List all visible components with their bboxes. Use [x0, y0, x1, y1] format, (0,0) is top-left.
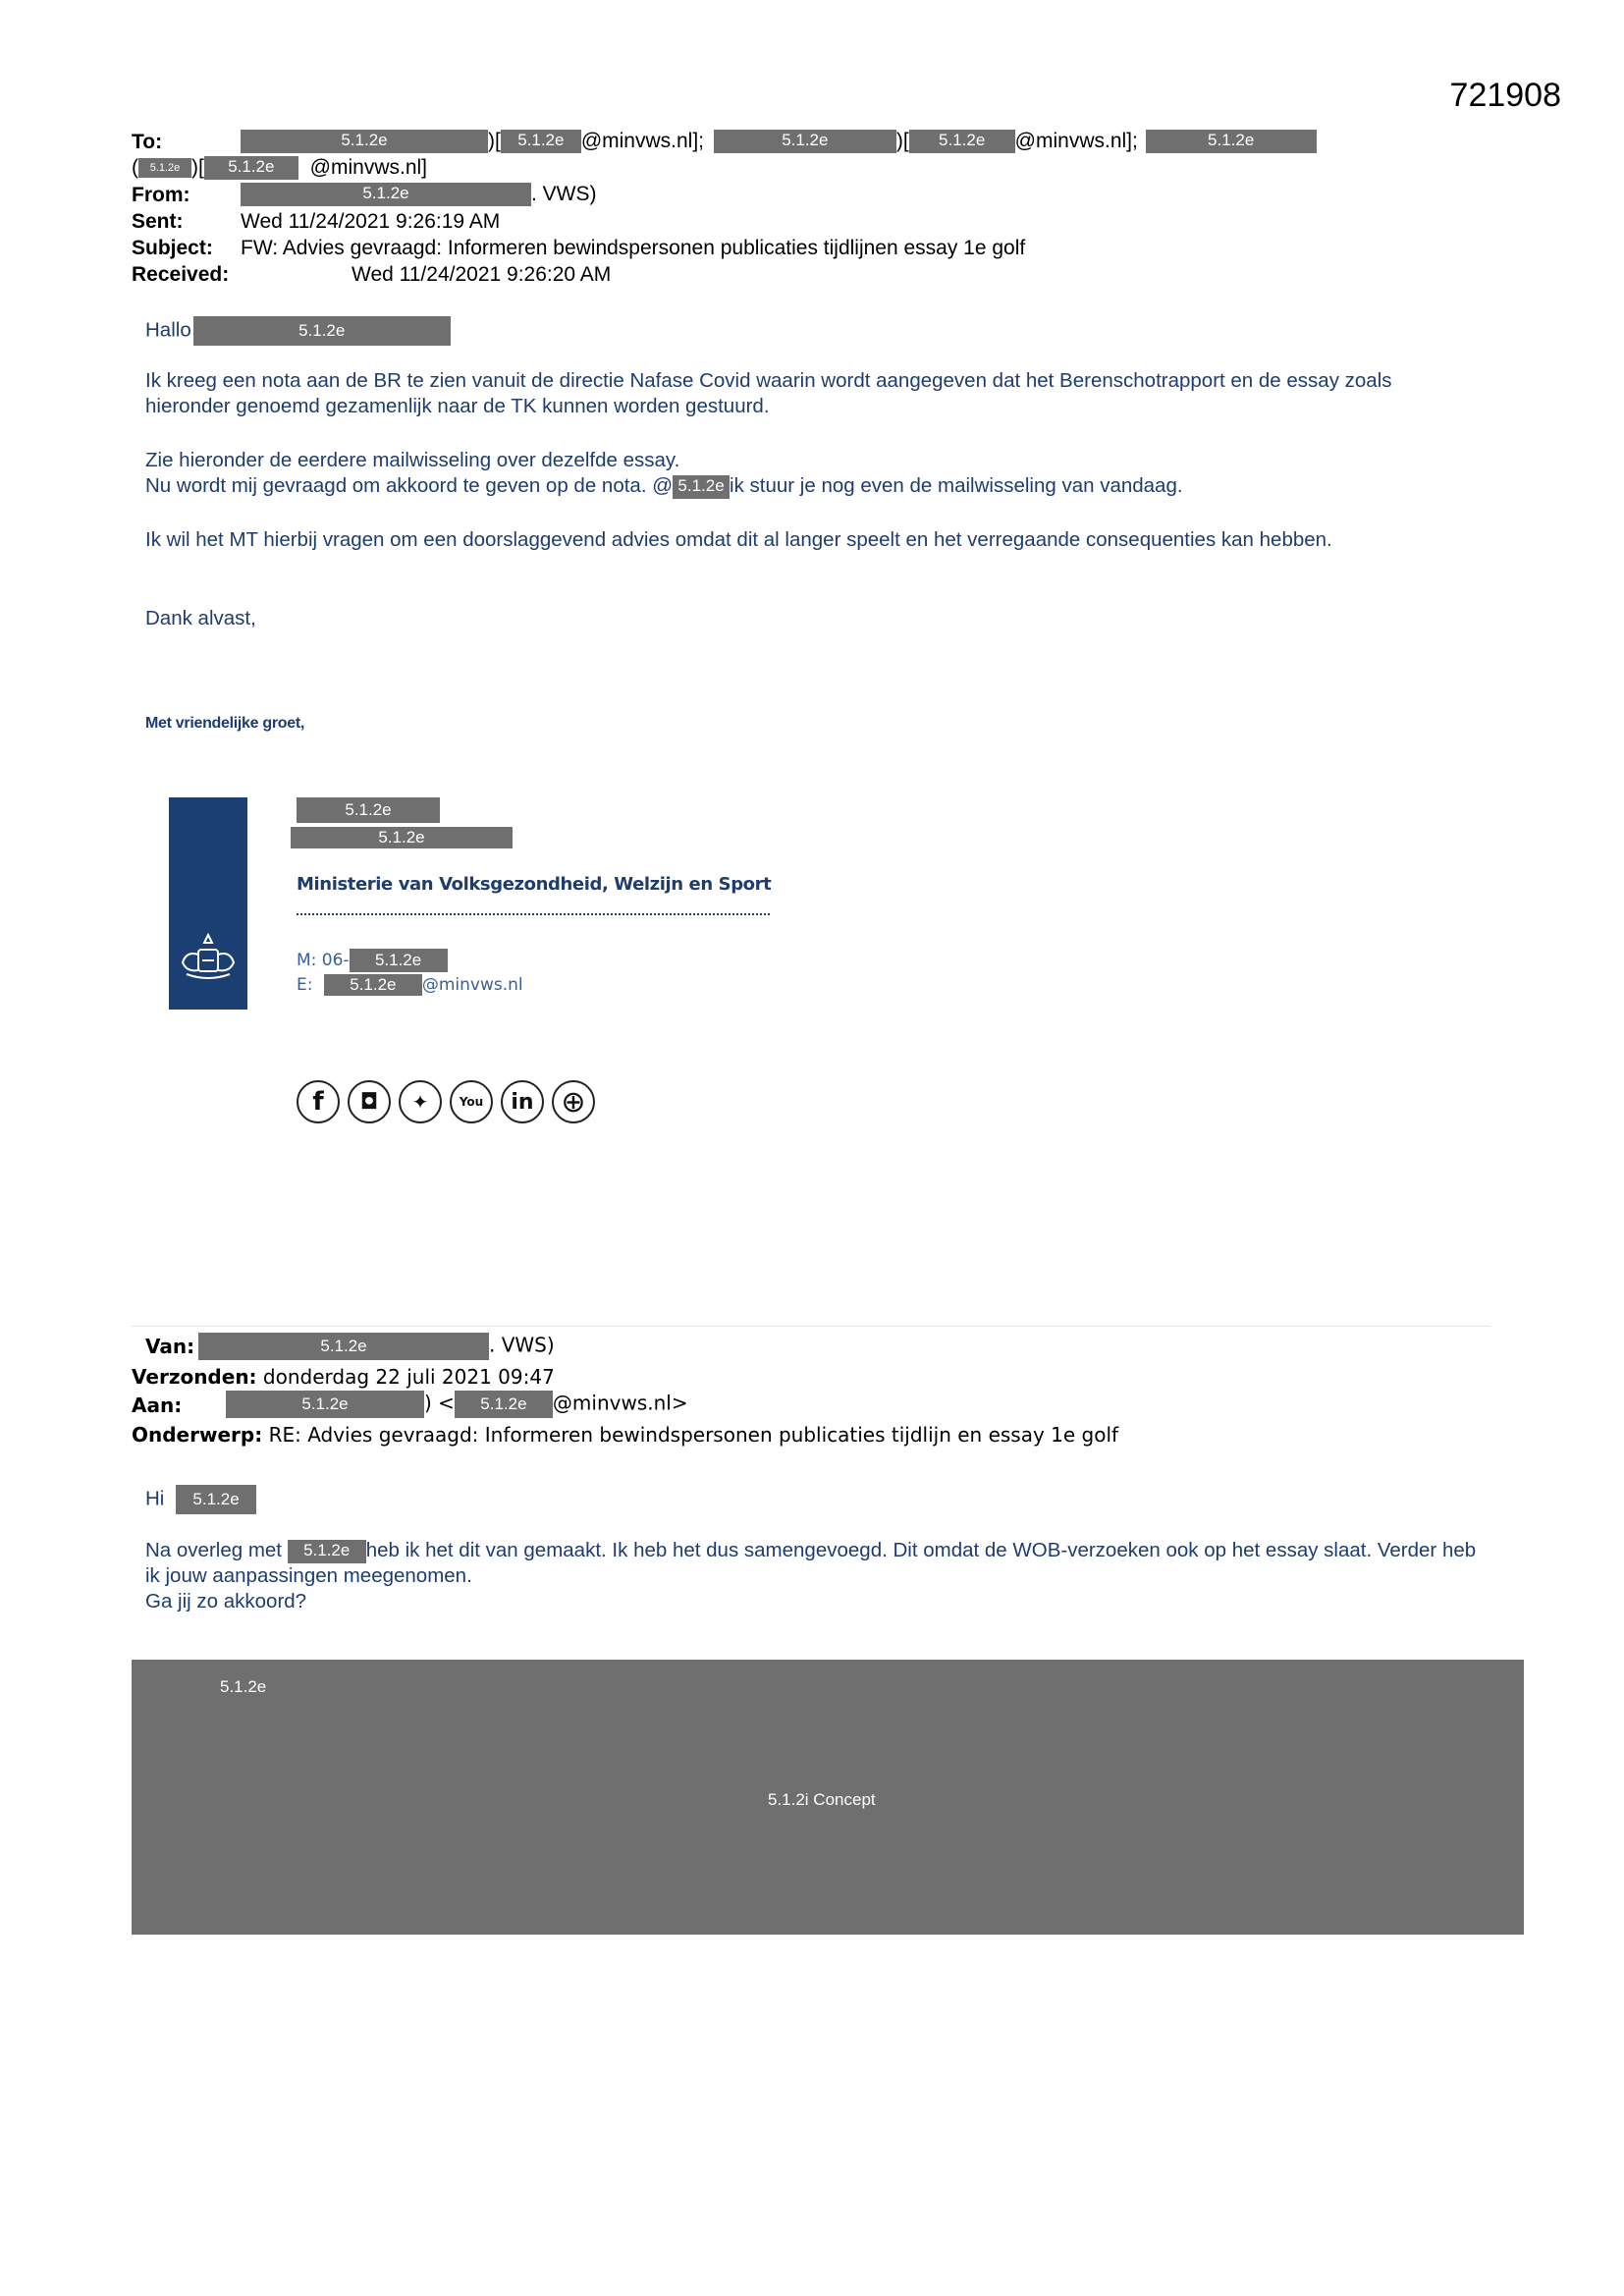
linkedin-icon[interactable]: in	[501, 1080, 544, 1123]
onderwerp-value: RE: Advies gevraagd: Informeren bewindspersonen publicaties tijdlijn en essay 1e golf	[268, 1423, 1119, 1447]
youtube-icon[interactable]: You	[450, 1080, 493, 1123]
from-line	[132, 183, 190, 208]
sent-label: Sent:	[132, 210, 184, 233]
subject-value: FW: Advies gevraagd: Informeren bewindspersonen publicaties tijdlijnen essay 1e golf	[241, 237, 1026, 259]
redaction-box: 5.1.2e	[138, 158, 191, 178]
instagram-icon[interactable]: ◘	[348, 1080, 391, 1123]
subject-label: Subject:	[132, 237, 213, 259]
paragraph-2-line2: Nu wordt mij gevraagd om akkoord te geven op de nota. @ 5.1.2e ik stuur je nog even de mailwisseling van vandaag.	[145, 474, 1183, 497]
redaction-box: 5.1.2e	[193, 316, 451, 346]
redaction-box: 5.1.2e	[714, 130, 896, 153]
redaction-box: 5.1.2e	[501, 130, 581, 153]
onderwerp-line	[132, 1423, 1118, 1447]
paragraph-3: Ik wil het MT hierbij vragen om een doorslaggevend advies omdat dit al langer speelt en het verregaande consequenties kan hebben.	[145, 528, 1332, 551]
email2-paragraph-2: Ga jij zo akkoord?	[145, 1590, 307, 1613]
verzonden-value: donderdag 22 juli 2021 09:47	[262, 1365, 555, 1389]
greeting: Hallo 5.1.2e	[145, 316, 451, 346]
received-label: Received:	[132, 263, 230, 286]
verzonden-label: Verzonden:	[132, 1365, 257, 1389]
globe-icon[interactable]: ⊕	[552, 1080, 595, 1123]
document-number: 721908	[1449, 77, 1561, 114]
ministry-name: Ministerie van Volksgezondheid, Welzijn en Sport	[297, 874, 772, 895]
redaction-box: 5.1.2e	[241, 183, 531, 206]
signature-title	[291, 827, 513, 848]
redacted-block-label: 5.1.2i Concept	[768, 1790, 876, 1809]
redaction-box: 5.1.2e	[673, 475, 730, 499]
ministry-logo-bar	[169, 797, 247, 1010]
redaction-box: 5.1.2e	[909, 130, 1015, 153]
redaction-box: 5.1.2e	[455, 1391, 553, 1418]
facebook-icon[interactable]: f	[297, 1080, 340, 1123]
aan-label: Aan:	[132, 1394, 183, 1417]
redaction-box: 5.1.2e	[241, 130, 488, 153]
redaction-box: 5.1.2e	[226, 1391, 424, 1418]
paragraph-4: Dank alvast,	[145, 607, 256, 629]
sent-line	[132, 209, 184, 235]
email2-greeting: Hi 5.1.2e	[145, 1485, 256, 1514]
email2-separator	[132, 1326, 1490, 1327]
received-value: Wed 11/24/2021 9:26:20 AM	[352, 263, 612, 286]
sent-value: Wed 11/24/2021 9:26:19 AM	[241, 210, 501, 233]
redaction-box: 5.1.2e	[288, 1540, 366, 1563]
van-value: 5.1.2e . VWS)	[198, 1333, 555, 1360]
redaction-box: 5.1.2e	[204, 156, 298, 180]
subject-line	[132, 236, 213, 261]
redaction-box: 5.1.2e	[176, 1485, 256, 1514]
twitter-icon[interactable]: ✦	[399, 1080, 442, 1123]
email2-paragraph-1: Na overleg met 5.1.2e heb ik het dit van gemaakt. Ik heb het dus samengevoegd. Dit omdat de WOB-verzoeken ook op het essay slaat. Verder heb ik jouw aanpassingen meegenomen.	[145, 1539, 1477, 1587]
signature-name	[297, 797, 440, 823]
to-recipients-line1: 5.1.2e )[ 5.1.2e @minvws.nl]; 5.1.2e )[ 5.1.2e @minvws.nl]; 5.1.2e	[241, 129, 1317, 154]
closing: Met vriendelijke groet,	[145, 715, 305, 732]
to-recipients-line2: ( 5.1.2e )[ 5.1.2e @minvws.nl]	[132, 156, 428, 179]
redaction-box: 5.1.2e	[324, 974, 422, 996]
verzonden-line	[132, 1365, 555, 1389]
aan-value: 5.1.2e ) < 5.1.2e @minvws.nl>	[226, 1391, 688, 1418]
paragraph-1: Ik kreeg een nota aan de BR te zien vanuit de directie Nafase Covid waarin wordt aangegeven dat het Berenschotrapport en de essay zoals hieronder genoemd gezamenlijk naar de TK kunnen worden gestuurd.	[145, 369, 1392, 417]
redaction-box: 5.1.2e	[350, 949, 448, 972]
signature-divider	[297, 913, 770, 915]
paragraph-2-line1: Zie hieronder de eerdere mailwisseling over dezelfde essay.	[145, 449, 680, 471]
to-label: To:	[132, 131, 163, 153]
from-value: 5.1.2e . VWS)	[241, 182, 597, 207]
aan-line	[132, 1394, 182, 1417]
redacted-block-code: 5.1.2e	[220, 1677, 267, 1696]
from-label: From:	[132, 184, 190, 206]
coat-of-arms-icon	[169, 797, 247, 1010]
redaction-box: 5.1.2e	[1146, 130, 1317, 153]
to-line	[132, 130, 162, 155]
van-label: Van:	[145, 1335, 195, 1358]
van-line	[145, 1335, 194, 1358]
redacted-attachment-block	[132, 1660, 1524, 1935]
signature-mobile: M: 06- 5.1.2e	[297, 949, 448, 972]
received-line	[132, 262, 229, 288]
onderwerp-label: Onderwerp:	[132, 1423, 263, 1447]
redaction-box: 5.1.2e	[297, 797, 440, 823]
signature-email: E: 5.1.2e @minvws.nl	[297, 975, 523, 995]
redaction-box: 5.1.2e	[198, 1333, 489, 1360]
redaction-box: 5.1.2e	[291, 827, 513, 848]
